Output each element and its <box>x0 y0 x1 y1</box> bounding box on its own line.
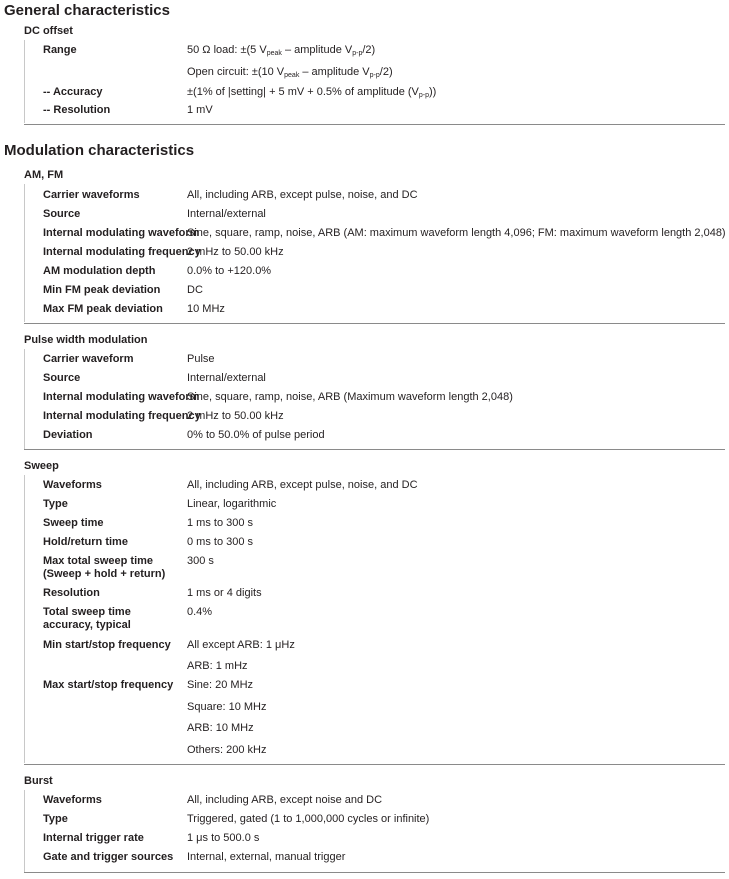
table-row-label: Total sweep time accuracy, typical <box>43 606 131 631</box>
pwm-title: Pulse width modulation <box>24 334 148 346</box>
table-row-label: Internal modulating frequency <box>43 246 201 258</box>
table-row-value: Internal/external <box>187 208 266 220</box>
table-row-value: Sine, square, ramp, noise, ARB (Maximum waveform length 2,048) <box>187 391 513 403</box>
sweep-title: Sweep <box>24 460 59 472</box>
max-start-stop-value: Square: 10 MHz <box>187 701 267 713</box>
section-indent-line <box>24 349 25 449</box>
table-row-label: Waveforms <box>43 479 102 491</box>
table-row-value: Linear, logarithmic <box>187 498 277 510</box>
table-row-label: Type <box>43 498 68 510</box>
table-row-label: AM modulation depth <box>43 265 156 277</box>
table-row-label: Internal modulating waveform <box>43 391 200 403</box>
max-start-stop-value: Sine: 20 MHz <box>187 679 254 691</box>
table-row-label: Internal trigger rate <box>43 832 144 844</box>
section-divider <box>24 323 725 324</box>
table-row-label: Source <box>43 372 81 384</box>
table-row-label: Carrier waveforms <box>43 189 140 201</box>
resolution-value: 1 mV <box>187 104 213 116</box>
modulation-heading: Modulation characteristics <box>4 142 195 159</box>
table-row-value: Internal/external <box>187 372 266 384</box>
table-row-value: Sine, square, ramp, noise, ARB (AM: maximum waveform length 4,096; FM: maximum waveform length 2,048) <box>187 227 726 239</box>
accuracy-value: ±(1% of |setting| + 5 mV + 0.5% of amplitude $(V_{p-p})$) <box>187 86 437 99</box>
table-row-value: 0% to 50.0% of pulse period <box>187 429 325 441</box>
table-row-label: Gate and trigger sources <box>43 851 174 863</box>
table-row-label: Max FM peak deviation <box>43 303 163 315</box>
table-row-value: Internal, external, manual trigger <box>187 851 346 863</box>
table-row-label: Internal modulating frequency <box>43 410 201 422</box>
table-row-value: 0.0% to +120.0% <box>187 265 272 277</box>
section-divider <box>24 449 725 450</box>
table-row-value: 2 mHz to 50.00 kHz <box>187 410 284 422</box>
am-fm-title: AM, FM <box>24 169 64 181</box>
table-row-value: All, including ARB, except pulse, noise, and DC <box>187 189 418 201</box>
section-indent-line <box>24 184 25 322</box>
table-row-label: Source <box>43 208 81 220</box>
table-row-value: Pulse <box>187 353 215 365</box>
table-row-value: 0.4% <box>187 606 213 618</box>
table-row-value: All, including ARB, except noise and DC <box>187 794 383 806</box>
min-start-stop-value: All except ARB: 1 μHz <box>187 639 295 651</box>
burst-title: Burst <box>24 775 53 787</box>
section-indent-line <box>24 40 25 123</box>
accuracy-label: -- Accuracy <box>43 86 103 98</box>
table-row-value: Triggered, gated (1 to 1,000,000 cycles or infinite) <box>187 813 430 825</box>
max-start-stop-label: Max start/stop frequency <box>43 679 174 691</box>
table-row-value: 1 ms or 4 digits <box>187 587 262 599</box>
min-start-stop-label: Min start/stop frequency <box>43 639 171 651</box>
range-label: Range <box>43 44 77 56</box>
dc-offset-title: DC offset <box>24 25 73 37</box>
table-row-label: Sweep time <box>43 517 104 529</box>
table-row-value: 10 MHz <box>187 303 225 315</box>
table-row-label: Resolution <box>43 587 100 599</box>
general-heading: General characteristics <box>4 2 170 19</box>
table-row-value: 1 ms to 300 s <box>187 517 254 529</box>
range-load-value: 50 Ω load: ±(5 $V_{peak}$ – amplitude $V_{p-p}/2$) <box>187 44 376 57</box>
table-row-label: Type <box>43 813 68 825</box>
section-indent-line <box>24 475 25 763</box>
table-row-value: 2 mHz to 50.00 kHz <box>187 246 284 258</box>
table-row-label: Internal modulating waveform <box>43 227 200 239</box>
max-start-stop-value: ARB: 10 MHz <box>187 722 254 734</box>
max-start-stop-value: Others: 200 kHz <box>187 744 267 756</box>
range-open-value: Open circuit: ±(10 $V_{peak}$ – amplitude $V_{p-p}/2$) <box>187 66 393 79</box>
table-row-label: Hold/return time <box>43 536 128 548</box>
section-divider <box>24 872 725 873</box>
resolution-label: -- Resolution <box>43 104 111 116</box>
table-row-value: All, including ARB, except pulse, noise, and DC <box>187 479 418 491</box>
table-row-value: 1 μs to 500.0 s <box>187 832 260 844</box>
table-row-value: DC <box>187 284 203 296</box>
table-row-label: Deviation <box>43 429 93 441</box>
table-row-label: Min FM peak deviation <box>43 284 161 296</box>
table-row-value: 300 s <box>187 555 214 567</box>
table-row-value: 0 ms to 300 s <box>187 536 254 548</box>
table-row-label: Max total sweep time (Sweep + hold + return) <box>43 555 166 580</box>
section-divider <box>24 124 725 125</box>
section-indent-line <box>24 790 25 872</box>
table-row-label: Waveforms <box>43 794 102 806</box>
table-row-label: Carrier waveform <box>43 353 134 365</box>
min-start-stop-value: ARB: 1 mHz <box>187 660 248 672</box>
section-divider <box>24 764 725 765</box>
